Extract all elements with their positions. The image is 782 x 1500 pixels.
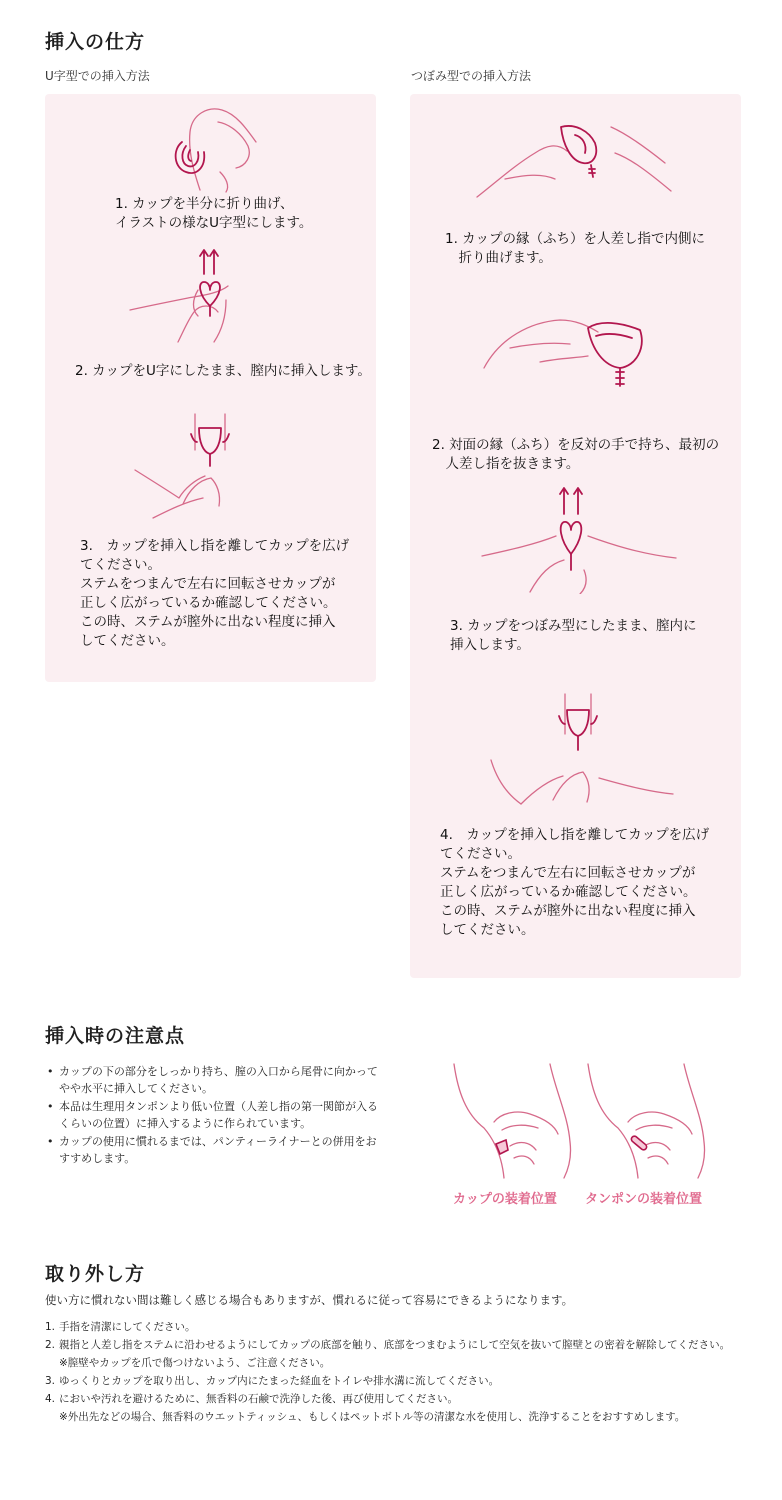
bud-fold-illustration <box>475 113 675 213</box>
u-shape-label: U字型での挿入方法 <box>45 69 150 83</box>
bud-insert-illustration <box>480 484 680 594</box>
list-item: • カップの使用に慣れるまでは、パンティーライナーとの併用をおすすめします。 <box>45 1133 385 1167</box>
step-number: 1. <box>45 1321 56 1333</box>
bud-step-3: 3. カップをつぼみ型にしたまま、膣内に 挿入します。 <box>450 618 697 653</box>
u-insert-illustration <box>128 246 238 346</box>
removal-steps <box>45 1318 735 1426</box>
bud-step-1: 1. カップの縁（ふち）を人差し指で内側に 折り曲げます。 <box>445 231 706 266</box>
step-number: 2. <box>45 1339 56 1351</box>
bud-shape-label: つぼみ型での挿入方法 <box>411 69 532 83</box>
bud-open-illustration <box>487 690 677 810</box>
u-step-1: 1. カップを半分に折り曲げ、 イラストの様なU字型にします。 <box>115 196 313 231</box>
u-fold-illustration <box>160 102 270 194</box>
step-text: 親指と人差し指をステムに沿わせるようにしてカップの底部を触り、底部をつまむようにして空気を抜いて膣壁との密着を解除してください。 <box>59 1339 731 1351</box>
caption-tampon-position: タンポンの装着位置 <box>585 1192 703 1207</box>
insertion-title: 挿入の仕方 <box>45 31 146 53</box>
list-item: • カップの下の部分をしっかり持ち、膣の入口から尾骨に向かってやや水平に挿入してください。 <box>45 1063 385 1097</box>
u-step-2: 2. カップをU字にしたまま、膣内に挿入します。 <box>75 363 371 379</box>
list-item <box>45 1390 735 1426</box>
cautions-list <box>45 1063 385 1168</box>
list-item <box>45 1336 735 1372</box>
step-number: 3. <box>45 1375 56 1387</box>
list-item: • 本品は生理用タンポンより低い位置（人差し指の第一関節が入るくらいの位置）に挿入するように作られています。 <box>45 1098 385 1132</box>
bud-step-2: 2. 対面の縁（ふち）を反対の手で持ち、最初の 人差し指を抜きます。 <box>432 437 720 472</box>
cautions-title: 挿入時の注意点 <box>45 1025 186 1047</box>
list-item <box>45 1372 735 1390</box>
step-number: 4. <box>45 1393 56 1405</box>
u-step-3: 3. カップを挿入し指を離してカップを広げ てください。 ステムをつまんで左右に回転させカップが 正しく広がっているか確認してください。 この時、ステムが膣外に出ない程度に挿入 してください。 <box>80 538 350 649</box>
step-text: においや汚れを避けるために、無香料の石鹸で洗浄した後、再び使用してください。 <box>59 1393 458 1405</box>
list-item <box>45 1318 735 1336</box>
bud-step-4: 4. カップを挿入し指を離してカップを広げ てください。 ステムをつまんで左右に回転させカップが 正しく広がっているか確認してください。 この時、ステムが膣外に出ない程度に挿入 してください。 <box>440 827 710 938</box>
step-text: 手指を清潔にしてください。 <box>59 1321 196 1333</box>
removal-title: 取り外し方 <box>45 1263 146 1285</box>
step-note: ※外出先などの場合、無香料のウエットティッシュ、もしくはペットボトル等の清潔な水を使用し、洗浄することをおすすめします。 <box>59 1411 686 1423</box>
step-text: ゆっくりとカップを取り出し、カップ内にたまった経血をトイレや排水溝に流してください。 <box>59 1375 500 1387</box>
bud-pinch-illustration <box>480 308 680 398</box>
u-open-illustration <box>133 410 243 520</box>
step-note: ※膣壁やカップを爪で傷つけないよう、ご注意ください。 <box>59 1357 331 1369</box>
caption-cup-position: カップの装着位置 <box>453 1192 557 1207</box>
removal-intro: 使い方に慣れない間は難しく感じる場合もありますが、慣れるに従って容易にできるようになります。 <box>45 1293 574 1307</box>
position-diagram <box>450 1062 712 1180</box>
